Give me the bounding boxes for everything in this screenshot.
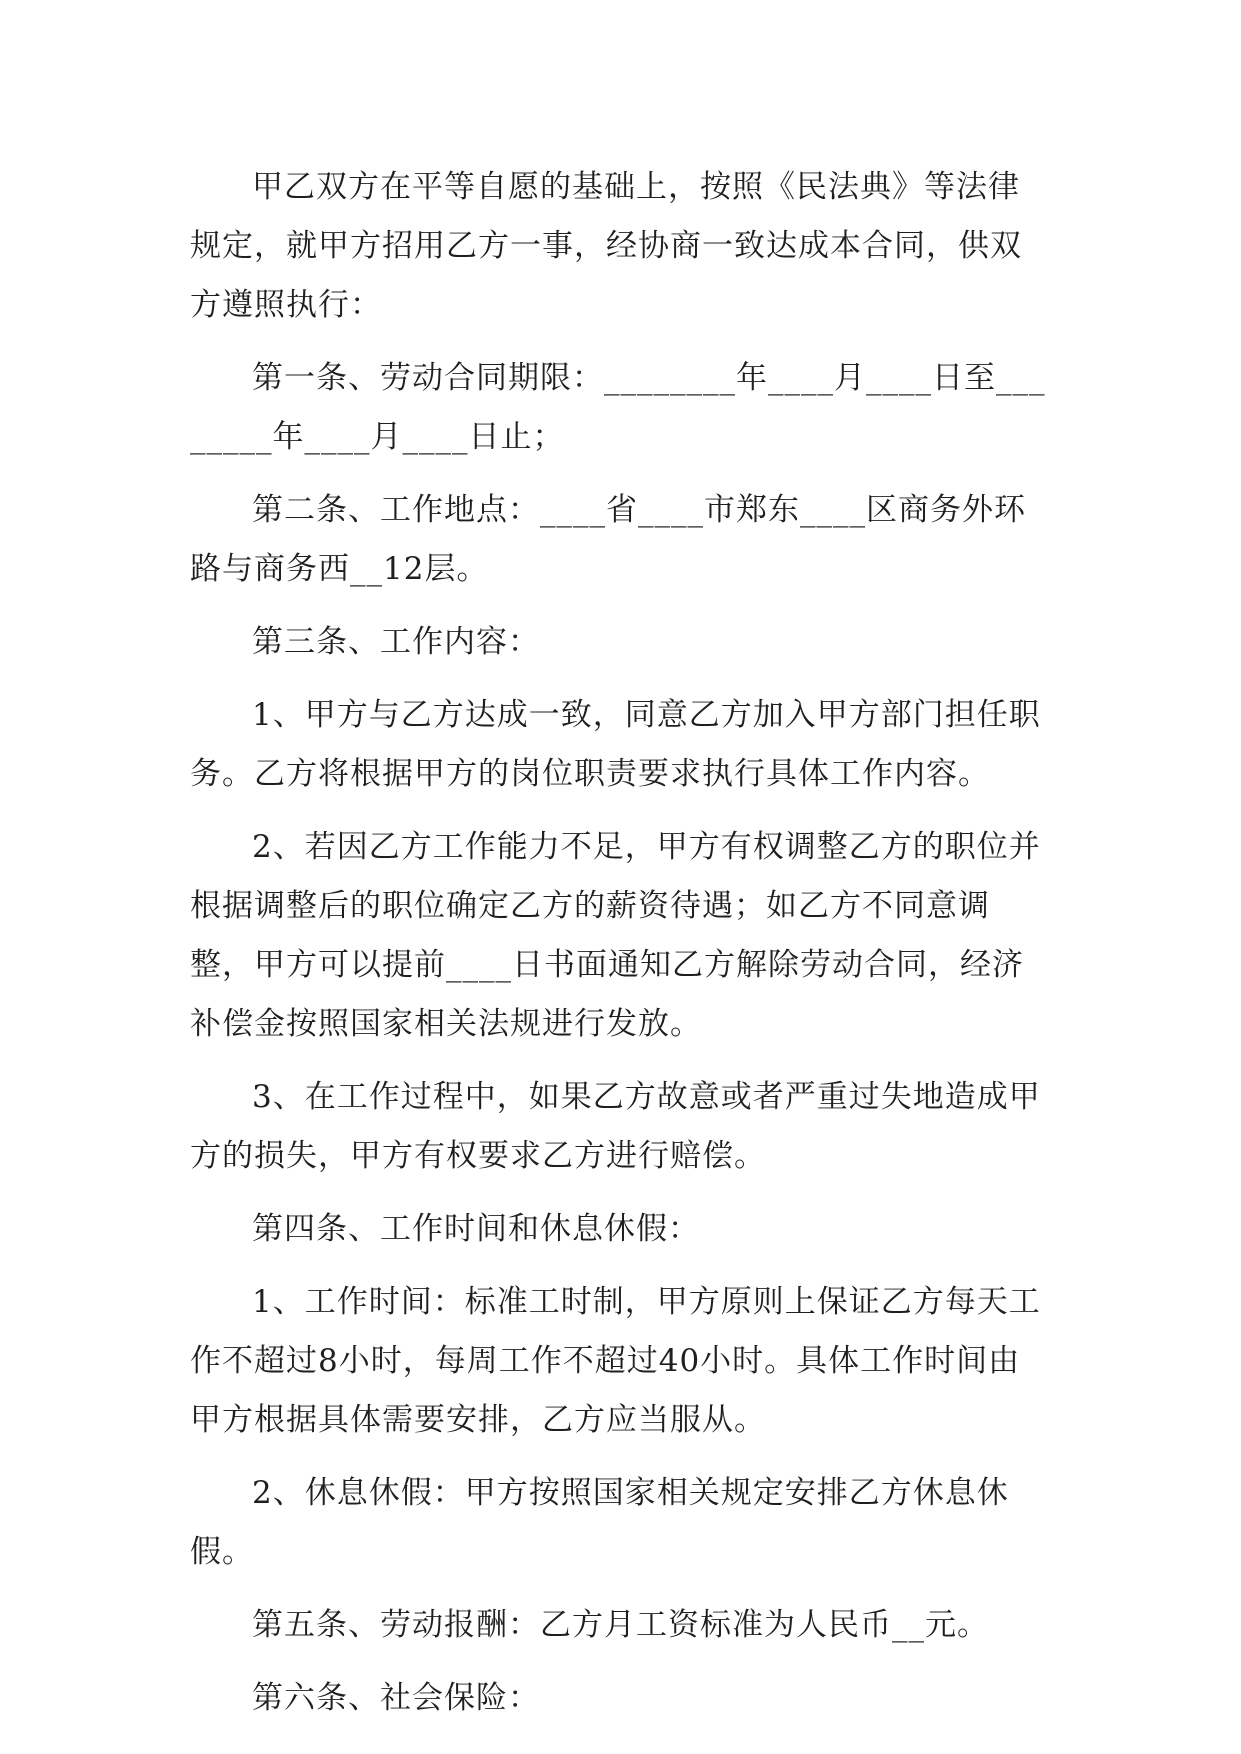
- intro-paragraph: 甲乙双方在平等自愿的基础上，按照《民法典》等法律规定，就甲方招用乙方一事，经协商一致达成本合同，供双方遵照执行：: [190, 169, 1022, 323]
- article-3-item-1: 1、甲方与乙方达成一致，同意乙方加入甲方部门担任职务。乙方将根据甲方的岗位职责要求执行具体工作内容。: [190, 697, 1041, 792]
- article-3-heading: 第三条、工作内容：: [252, 624, 540, 660]
- article-4-item-1: 1、工作时间：标准工时制，甲方原则上保证乙方每天工作不超过8小时，每周工作不超过40小时。具体工作时间由甲方根据具体需要安排，乙方应当服从。: [190, 1284, 1041, 1438]
- article-4-item-2: 2、休息休假：甲方按照国家相关规定安排乙方休息休假。: [190, 1475, 1009, 1570]
- article-5-salary: 第五条、劳动报酬：乙方月工资标准为人民币__元。: [252, 1607, 989, 1643]
- article-3-item-3: 3、在工作过程中，如果乙方故意或者严重过失地造成甲方的损失，甲方有权要求乙方进行赔偿。: [190, 1079, 1041, 1174]
- article-1-contract-term: 第一条、劳动合同期限：________年____月____日至________年____月____日止；: [190, 360, 1046, 455]
- article-4-heading: 第四条、工作时间和休息休假：: [252, 1211, 700, 1247]
- article-2-work-location: 第二条、工作地点：____省____市郑东____区商务外环路与商务西__12层。: [190, 492, 1026, 587]
- article-3-item-2: 2、若因乙方工作能力不足，甲方有权调整乙方的职位并根据调整后的职位确定乙方的薪资待遇；如乙方不同意调整，甲方可以提前____日书面通知乙方解除劳动合同，经济补偿金按照国家相关法规进行发放。: [190, 829, 1041, 1042]
- contract-body: [190, 158, 1050, 1742]
- article-6-heading: 第六条、社会保险：: [252, 1680, 540, 1716]
